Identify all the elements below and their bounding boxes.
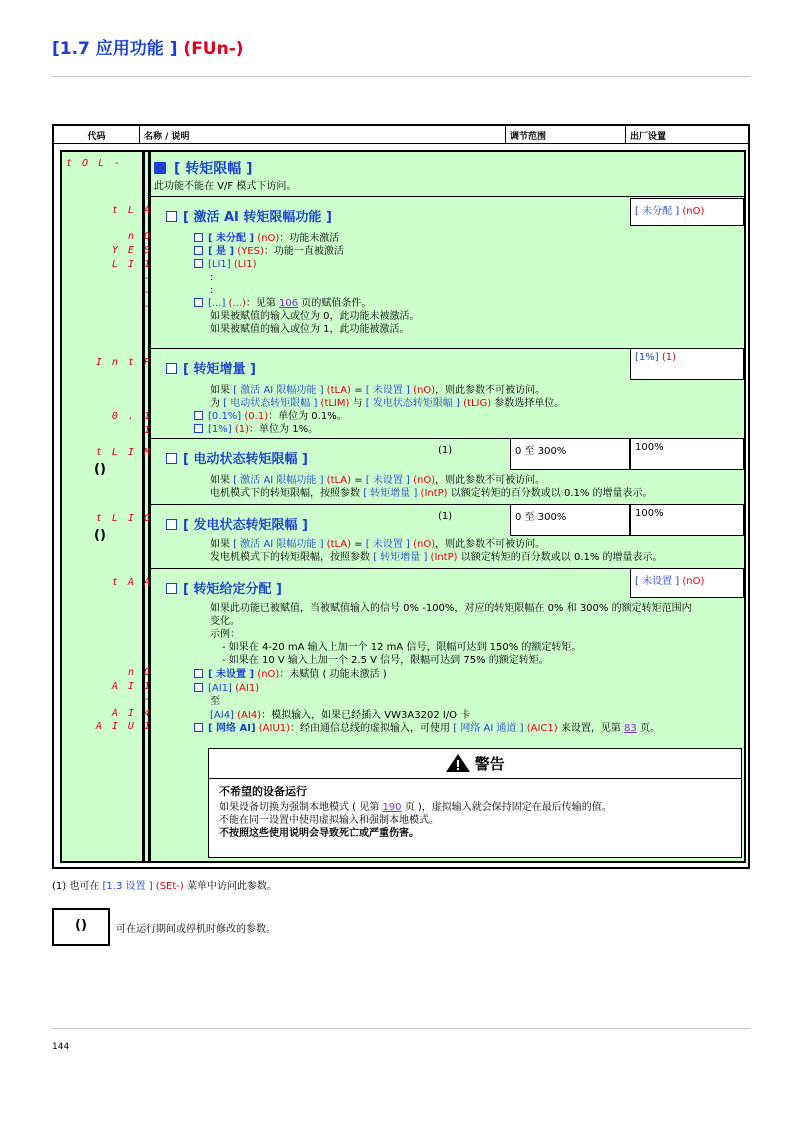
section-title: [ 转矩限幅 ] — [154, 158, 253, 178]
checkbox-icon — [194, 723, 203, 732]
checkbox-icon — [194, 424, 203, 433]
section-code: t O L - — [66, 158, 123, 169]
tlim-title: [ 电动状态转矩限幅 ] — [166, 448, 308, 467]
tlim-range: 0 至 300% — [510, 438, 630, 470]
bottom-divider — [52, 1028, 750, 1029]
tla-note-1: 如果被赋值的输入或位为 0，此功能未被激活。 — [210, 311, 420, 322]
tlim-default: 100% — [630, 438, 744, 470]
warning-header — [209, 749, 741, 779]
top-divider — [52, 76, 750, 77]
warning-heading: 不希望的设备运行 — [219, 785, 307, 798]
header-code: 代码 — [54, 126, 140, 144]
run-modify-icon: () — [94, 462, 106, 477]
tla-title: [ 激活 AI 转矩限幅功能 ] — [166, 206, 332, 225]
taa-option-aiu1: [ 网络 AI] (AIU1)：经由通信总线的虚拟输入，可使用 [ 网络 AI 通道 ] (AIC1) 来设置，见第 83 页。 — [194, 722, 744, 736]
checkbox-icon — [194, 246, 203, 255]
tla-default: [ 未分配 ] (nO) — [630, 198, 744, 226]
checkbox-icon — [194, 683, 203, 692]
tlig-range: 0 至 300% — [510, 504, 630, 536]
page-title — [52, 34, 244, 59]
section-desc: 此功能不能在 V/F 模式下访问。 — [154, 181, 297, 192]
checkbox-icon — [194, 233, 203, 242]
checkbox-icon — [166, 363, 177, 374]
checkbox-icon — [166, 519, 177, 530]
tlim-desc: 如果 [ 激活 AI 限幅功能 ] (tLA) = [ 未设置 ] (nO)，则此参数不可被访问。 电机模式下的转矩限幅，按照参数 [ 转矩增量 ] (IntP) 以额定转矩的百分数或以 0.1% 的增量表示。 — [210, 475, 653, 499]
tla-option-no: [ 未分配 ] (nO)：功能未激活 — [194, 232, 420, 245]
tla-option-yes: [ 是 ] (YES)：功能一直被激活 — [194, 245, 420, 258]
taa-title: [ 转矩给定分配 ] — [166, 578, 282, 597]
tlig-code: t L I G — [95, 513, 152, 524]
run-modify-icon: () — [94, 528, 106, 543]
warning-title: 警告 — [474, 755, 505, 773]
tlig-default: 100% — [630, 504, 744, 536]
page-title-main: [1.7 应用功能 ] — [52, 39, 178, 59]
header-range: 调节范围 — [506, 126, 626, 144]
tlig-note: (1) — [438, 511, 453, 522]
page-link-83[interactable]: 83 — [624, 723, 637, 734]
intp-default: [1%] (1) — [630, 348, 744, 380]
intp-option-01: [0.1%] (0.1)：单位为 0.1%。 — [194, 410, 734, 423]
taa-option-no: [ 未设置 ] (nO)：未赋值 ( 功能未激活 ) — [194, 668, 744, 682]
warning-box — [208, 748, 742, 858]
intp-title: [ 转矩增量 ] — [166, 358, 256, 377]
checkbox-icon — [194, 669, 203, 678]
page-title-menu: (FUn-) — [183, 39, 244, 59]
tlim-code: t L I M — [95, 447, 152, 458]
page-number: 144 — [52, 1042, 70, 1052]
header-default: 出厂设置 — [626, 126, 748, 144]
warning-body — [209, 779, 741, 846]
checkbox-icon — [166, 583, 177, 594]
taa-desc: 如果此功能已被赋值，当被赋值输入的信号 0% -100%，对应的转矩限幅在 0% 和 300% 的额定转矩范围内 变化。 示例： - 如果在 4-20 mA 输入上加一个 12 mA 信号，限幅可达到 150% 的额定转矩。 - 如果在 10 V 输入上加一个 2.5 V 信号，限幅可达到 75% 的额定转矩。 — [210, 603, 692, 666]
tlim-note: (1) — [438, 445, 453, 456]
legend-text: 可在运行期间或停机时修改的参数。 — [116, 924, 276, 935]
tla-option-more: [...] (...)：见第 106 页的赋值条件。 — [194, 297, 420, 310]
tla-note-2: 如果被赋值的输入或位为 1，此功能被激活。 — [210, 324, 410, 335]
tlig-desc: 如果 [ 激活 AI 限幅功能 ] (tLA) = [ 未设置 ] (nO)，则此参数不可被访问。 发电机模式下的转矩限幅，按照参数 [ 转矩增量 ] (IntP) 以额定转矩的百分数或以 0.1% 的增量表示。 — [210, 539, 663, 563]
tla-option-li1: [LI1] (LI1) — [194, 258, 420, 271]
intp-opt-codes: 0 . 1 1 — [111, 411, 152, 436]
tlig-title: [ 发电状态转矩限幅 ] — [166, 514, 308, 533]
parameter-table — [52, 124, 750, 869]
taa-code: t A A — [111, 577, 152, 588]
page-link-106[interactable]: 106 — [279, 298, 299, 309]
taa-default: [ 未设置 ] (nO) — [630, 568, 744, 598]
checkbox-icon — [194, 259, 203, 268]
warning-line-3: 不按照这些使用说明会导致死亡或严重伤害。 — [219, 828, 419, 839]
section-rule — [150, 196, 744, 197]
checkbox-icon — [194, 411, 203, 420]
intp-option-1: [1%] (1)：单位为 1%。 — [194, 423, 734, 436]
intp-desc: 如果 [ 激活 AI 限幅功能 ] (tLA) = [ 未设置 ] (nO)，则此参数不可被访问。 为 [ 电动状态转矩限幅 ] (tLIM) 与 [ 发电状态转矩限幅 ] (tLIG) 参数选择单位。 [0.1%] (0.1)：单位为 0.1%。 [1%] (1)：单位为 1%。 — [194, 384, 734, 436]
run-modify-icon: () — [75, 918, 87, 933]
warning-line-1: 如果设备切换为强制本地模式 ( 见第 190 页 )，虚拟输入就会保持固定在最后传输的值。 — [219, 802, 612, 813]
torque-limit-panel — [60, 150, 746, 863]
header-name: 名称 / 说明 — [140, 126, 506, 144]
warning-line-2: 不能在同一设置中使用虚拟输入和强制本地模式。 — [219, 815, 439, 826]
taa-option-ai1: [AI1] (AI1) — [194, 682, 744, 696]
legend-icon-box — [52, 908, 110, 946]
checkbox-icon — [166, 453, 177, 464]
tla-options: [ 未分配 ] (nO)：功能未激活 [ 是 ] (YES)：功能一直被激活 [LI1] (LI1) : : [...] (...)：见第 106 页的赋值条件。 如果被赋值的输入或位为 0，此功能未被激活。 如果被赋值的输入或位为 1，此功能被激活。 — [194, 232, 420, 336]
footnote: (1) 也可在 [1.3 设置 ] (SEt-) 菜单中访问此参数。 — [52, 881, 277, 892]
checkbox-icon — [194, 298, 203, 307]
tla-code: t L A — [111, 205, 152, 216]
intp-code: I n t P — [95, 357, 152, 368]
taa-options: [ 未设置 ] (nO)：未赋值 ( 功能未激活 ) [AI1] (AI1) 至 [AI4] (AI4)：模拟输入，如果已经插入 VW3A3202 I/O 卡 [ 网络 AI] (AIU1)：经由通信总线的虚拟输入，可使用 [ 网络 AI 通道 ] (AIC1) 来设置，见第 83 页。 — [194, 668, 744, 736]
page-link-190[interactable]: 190 — [382, 802, 402, 813]
taa-option-ai4: [AI4] (AI4)：模拟输入，如果已经插入 VW3A3202 I/O 卡 — [210, 709, 471, 721]
checkbox-icon — [166, 211, 177, 222]
taa-opt-codes: n O A I 1 - A I 4 A I U 1 — [95, 667, 152, 732]
section-square-icon — [154, 162, 166, 174]
tla-opt-codes: n O Y E S L I 1 - - - — [111, 231, 152, 312]
warning-triangle-icon — [445, 753, 471, 773]
